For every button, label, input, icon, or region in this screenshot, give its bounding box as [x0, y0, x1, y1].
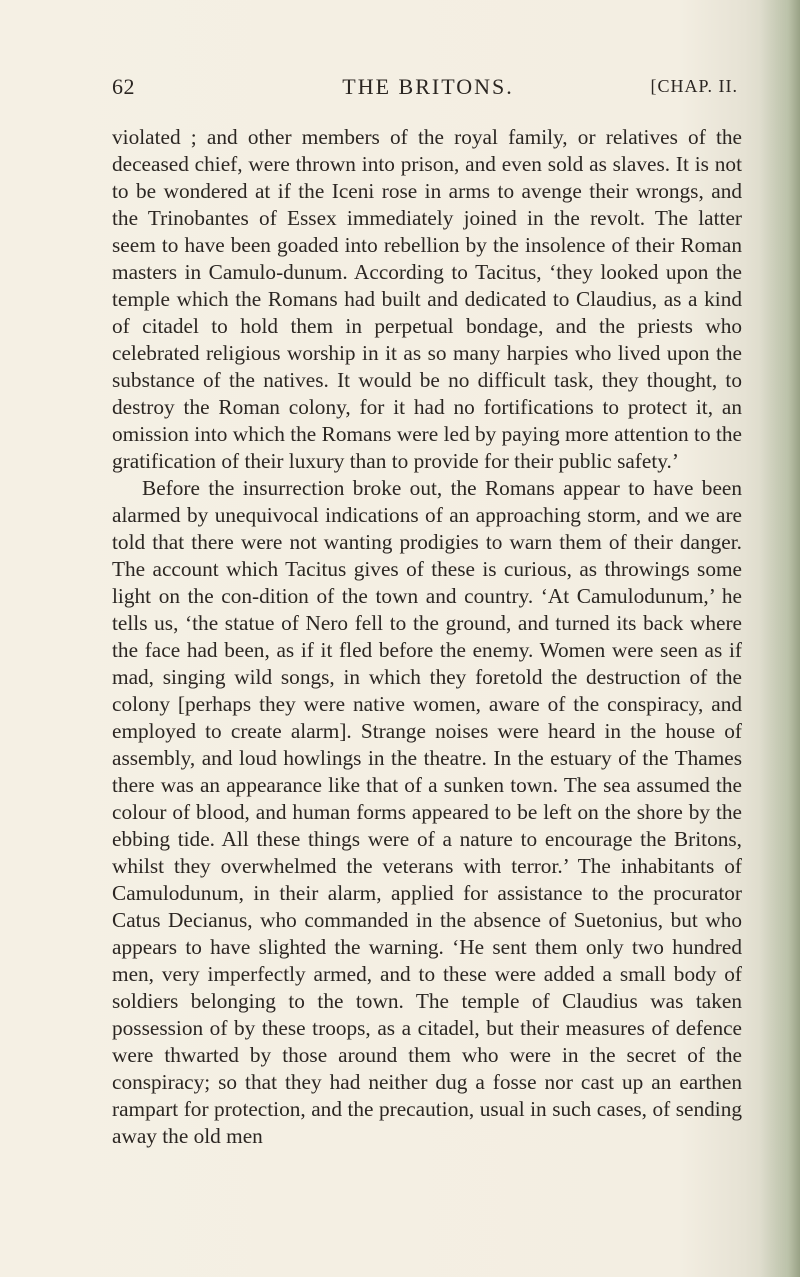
- running-header: [112, 70, 744, 110]
- paragraph-2: Before the insurrection broke out, the Romans appear to have been alarmed by unequivocal indications of an approaching storm, and we are told that there were not wanting prodigies to warn them of their danger. The account which Tacitus gives of these is curious, as throwings some light on the con-dition of the town and country. ‘At Camulodunum,’ he tells us, ‘the statue of Nero fell to the ground, and turned its back where the face had been, as if it fled before the enemy. Women were seen as if mad, singing wild songs, in which they foretold the destruction of the colony [perhaps they were native women, aware of the conspiracy, and employed to create alarm]. Strange noises were heard in the house of assembly, and loud howlings in the theatre. In the estuary of the Thames there was an appearance like that of a sunken town. The sea assumed the colour of blood, and human forms appeared to be left on the shore by the ebbing tide. All these things were of a nature to encourage the Britons, whilst they overwhelmed the veterans with terror.’ The inhabitants of Camulodunum, in their alarm, applied for assistance to the procurator Catus Decianus, who commanded in the absence of Suetonius, but who appears to have slighted the warning. ‘He sent them only two hundred men, very imperfectly armed, and to these were added a small body of soldiers belonging to the town. The temple of Claudius was taken possession of by these troops, as a citadel, but their measures of defence were thwarted by those around them who were in the secret of the conspiracy; so that they had neither dug a fosse nor cast up an earthen rampart for protection, and the precaution, usual in such cases, of sending away the old men: [112, 476, 742, 1148]
- chapter-reference: [CHAP. II.: [650, 76, 738, 96]
- body-text: [112, 124, 742, 1150]
- page-number: 62: [112, 74, 135, 99]
- paragraph-1: violated ; and other members of the royal family, or relatives of the deceased chief, were thrown into prison, and even sold as slaves. It is not to be wondered at if the Iceni rose in arms to avenge their wrongs, and the Trinobantes of Essex immediately joined in the revolt. The latter seem to have been goaded into rebellion by the insolence of their Roman masters in Camulo-dunum. According to Tacitus, ‘they looked upon the temple which the Romans had built and dedicated to Claudius, as a kind of citadel to hold them in perpetual bondage, and the priests who celebrated religious worship in it as so many harpies who lived upon the substance of the natives. It would be no difficult task, they thought, to destroy the Roman colony, for it had no fortifications to protect it, an omission into which the Romans were led by paying more attention to the gratification of their luxury than to provide for their public safety.’: [112, 125, 742, 473]
- running-title: THE BRITONS.: [342, 74, 514, 99]
- page-edge-shadow: [760, 0, 800, 1277]
